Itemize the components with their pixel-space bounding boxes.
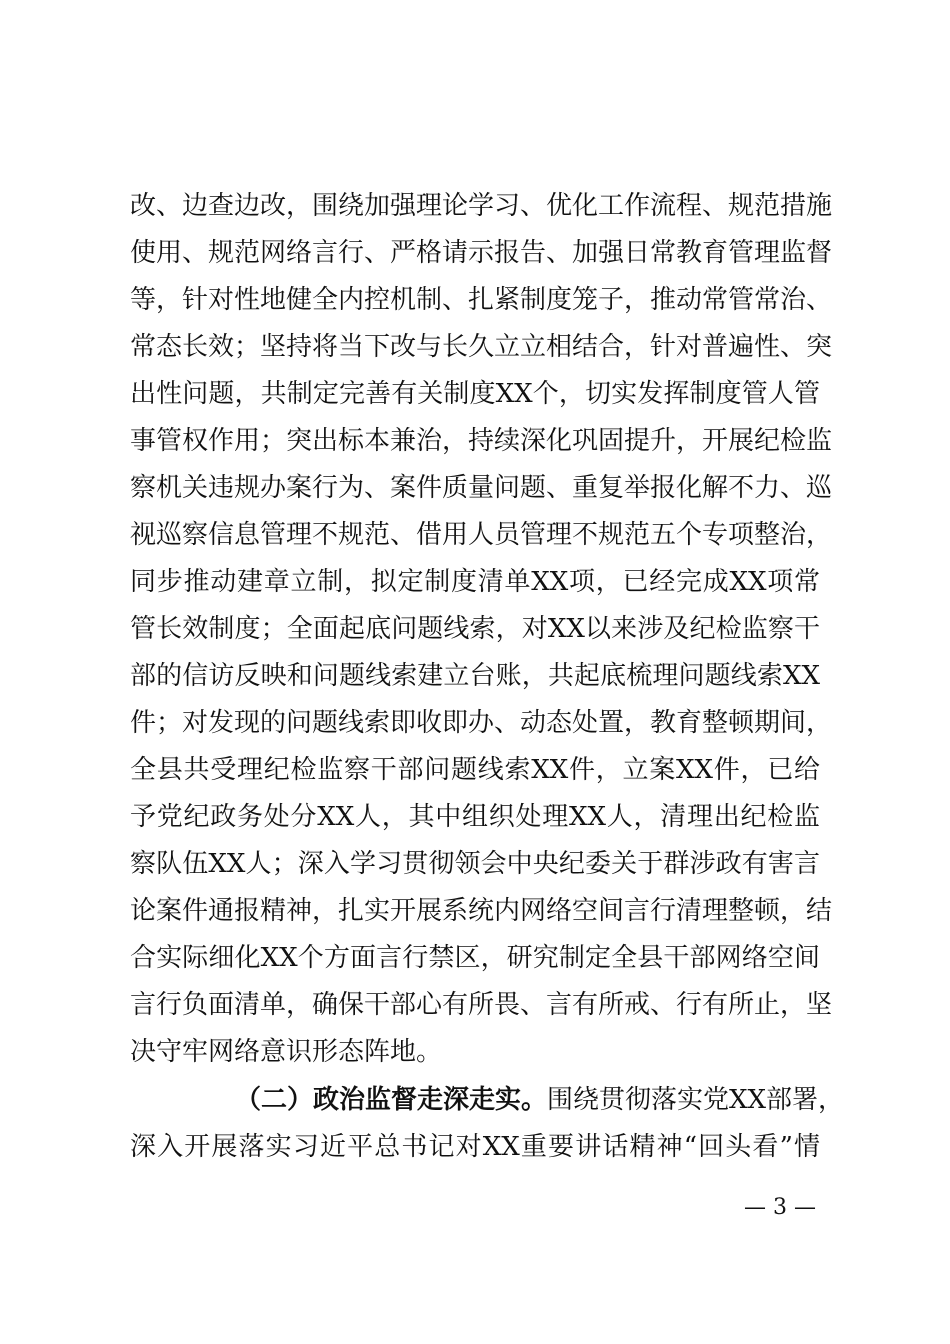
page-number: — 3 — <box>744 1195 816 1220</box>
body-line: 论案件通报精神，扎实开展系统内网络空间言行清理整顿，结 <box>130 896 833 926</box>
body-line: 予党纪政务处分XX人，其中组织处理XX人，清理出纪检监 <box>130 802 820 832</box>
body-line: 出性问题，共制定完善有关制度XX个，切实发挥制度管人管 <box>130 379 820 409</box>
body-line: 察队伍XX人；深入学习贯彻领会中央纪委关于群涉政有害言 <box>130 849 820 879</box>
body-line: 常态长效；坚持将当下改与长久立立相结合，针对普遍性、突 <box>130 332 833 362</box>
body-line: 合实际细化XX个方面言行禁区，研究制定全县干部网络空间 <box>130 943 820 973</box>
body-line: 等，针对性地健全内控机制、扎紧制度笼子，推动常管常治、 <box>130 285 833 315</box>
body-line: 视巡察信息管理不规范、借用人员管理不规范五个专项整治， <box>130 520 833 550</box>
body-line: 深入开展落实习近平总书记对XX重要讲话精神“回头看”情 <box>130 1132 820 1162</box>
body-line: 言行负面清单，确保干部心有所畏、言有所戒、行有所止，坚 <box>130 990 833 1020</box>
section-first-line <box>235 1080 845 1120</box>
body-line: 决守牢网络意识形态阵地。 <box>130 1037 443 1067</box>
body-line: 改、边查边改，围绕加强理论学习、优化工作流程、规范措施 <box>130 191 833 221</box>
body-line: 全县共受理纪检监察干部问题线索XX件，立案XX件，已给 <box>130 755 820 785</box>
body-line: 事管权作用；突出标本兼治，持续深化巩固提升，开展纪检监 <box>130 426 833 456</box>
body-line: 管长效制度；全面起底问题线索，对XX以来涉及纪检监察干 <box>130 614 820 644</box>
body-line: 同步推动建章立制，拟定制度清单XX项，已经完成XX项常 <box>130 567 820 597</box>
section-heading: （二）政治监督走深走实。 <box>235 1085 548 1115</box>
section-text: 围绕贯彻落实党XX部署， <box>547 1085 845 1115</box>
body-line: 察机关违规办案行为、案件质量问题、重复举报化解不力、巡 <box>130 473 833 503</box>
body-line: 件；对发现的问题线索即收即办、动态处置，教育整顿期间， <box>130 708 833 738</box>
body-line: 使用、规范网络言行、严格请示报告、加强日常教育管理监督 <box>130 238 833 268</box>
body-line: 部的信访反映和问题线索建立台账，共起底梳理问题线索XX <box>130 661 820 691</box>
